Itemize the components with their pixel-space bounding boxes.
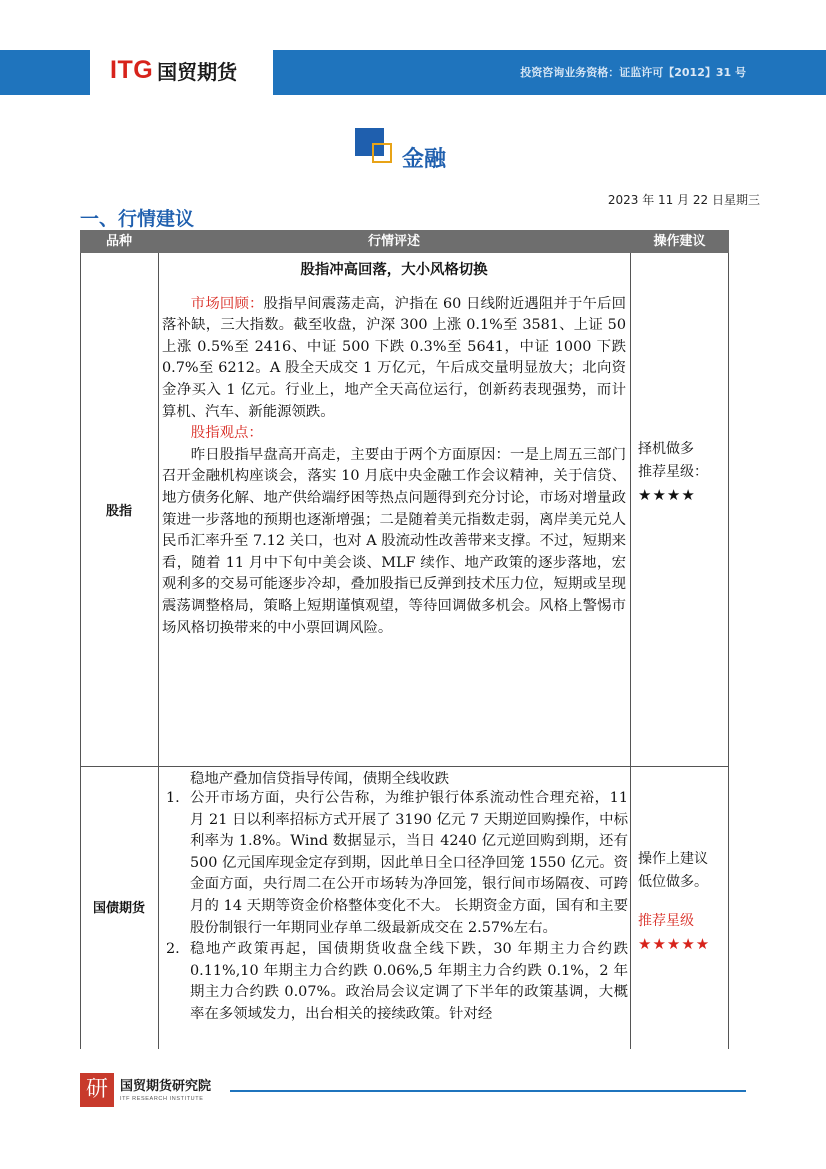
logo-cn: 国贸期货: [157, 59, 238, 84]
review-text: 股指早间震荡走高，沪指在 60 日线附近遇阻并于午后回落补缺，三大指数。截至收盘，沪深 300 上涨 0.1%至 3581、上证 50 上涨 0.5%至 2416、中证 500 下跌 0.3%至 5641，中证 1000 下跌 0.7%至 6212。A 股全天成交 1 万亿元，午后成交量明显放大；北向资金净买入 1 亿元。行业上，地产全天高位运行，创新药表现强势，而计算机、汽车、新能源领跌。: [162, 295, 626, 420]
operation-treasury-futures: [638, 848, 728, 956]
review-label: 市场回顾：: [190, 295, 264, 312]
report-date: 2023 年 11 月 22 日星期三: [607, 193, 760, 207]
company-logo: [110, 55, 237, 85]
op-line2: 推荐星级：: [638, 464, 708, 480]
header-review: 行情评述: [367, 234, 420, 249]
op-line1: 操作上建议: [638, 851, 708, 867]
category-stock-index: 股指: [105, 504, 132, 519]
view-text: 昨日股指早盘高开高走，主要由于两个方面原因：一是上周五三部门召开金融机构座谈会，落实 10 月底中央金融工作会议精神，关于信贷、地方债务化解、地产供给端纾困等热点问题得到充分讨论，市场对增量政策进一步落地的预期也逐渐增强；二是随着美元指数走弱，离岸美元兑人民币汇率升至 7.12 关口，也对 A 股流动性改善带来支撑。不过，短期来看，随着 11 月中下旬中美会谈、MLF 续作、地产政策的逐步落地，宏观利多的交易可能逐步冷却，叠加股指已反弹到技术压力位，短期或呈现震荡调整格局，策略上短期谨慎观望，等待回调做多机会。风格上警惕市场风格切换带来的中小票回调风险。: [162, 446, 626, 636]
header-category: 品种: [105, 234, 132, 249]
review-stock-index: [162, 260, 626, 639]
footer-divider: [230, 1090, 746, 1092]
section-square-icon: [355, 128, 395, 164]
review-treasury-futures: [162, 770, 628, 1026]
recommendation-table: [80, 230, 729, 1049]
category-treasury-futures: 国债期货: [92, 901, 145, 916]
rating-stars: ★★★★★: [638, 935, 711, 953]
table-header: [80, 230, 729, 253]
research-logo-icon: 研: [80, 1073, 114, 1107]
op-line3: 推荐星级: [638, 913, 694, 929]
rating-stars: ★★★★: [638, 486, 696, 504]
operation-stock-index: [638, 438, 728, 507]
section-title: 金融: [402, 147, 447, 172]
op-line1: 择机做多: [638, 441, 694, 457]
section-heading: 一、行情建议: [80, 208, 195, 230]
license-text: 投资咨询业务资格：证监许可【2012】31 号: [520, 66, 746, 79]
row-title: 股指冲高回落，大小风格切换: [300, 262, 488, 278]
header-operation: 操作建议: [653, 234, 706, 249]
footer-name: 国贸期货研究院: [120, 1079, 212, 1094]
footer-name-en: ITF RESEARCH INSTITUTE: [120, 1096, 204, 1102]
logo-en: ITG: [110, 55, 154, 84]
view-label: 股指观点：: [190, 425, 263, 442]
row-title: 稳地产叠加信贷指导传闻，债期全线收跌: [190, 771, 450, 787]
list-item: 2. 稳地产政策再起，国债期货收盘全线下跌，30 年期主力合约跌 0.11%,10 年期主力合约跌 0.06%,5 年期主力合约跌 0.1%，2 年期主力合约跌 0.07%。政治局会议定调了下半年的政策基调，大概率在多领域发力，出台相关的接续政策。针对经: [166, 941, 628, 1022]
list-item: 1. 公开市场方面，央行公告称，为维护银行体系流动性合理充裕，11 月 21 日以利率招标方式开展了 3190 亿元 7 天期逆回购操作，中标利率为 1.8%。Wind 数据显示，当日 4240 亿元逆回购到期，还有 500 亿元国库现金定存到期，因此单日全口径净回笼 1550 亿元。资金面方面，央行周二在公开市场转为净回笼，银行间市场隔夜、可跨月的 14 天期等资金价格整体变化不大。 长期资金方面，国有和主要股份制银行一年期同业存单二级最新成交在 2.57%左右。: [166, 790, 628, 936]
op-line2: 低位做多。: [638, 874, 708, 890]
